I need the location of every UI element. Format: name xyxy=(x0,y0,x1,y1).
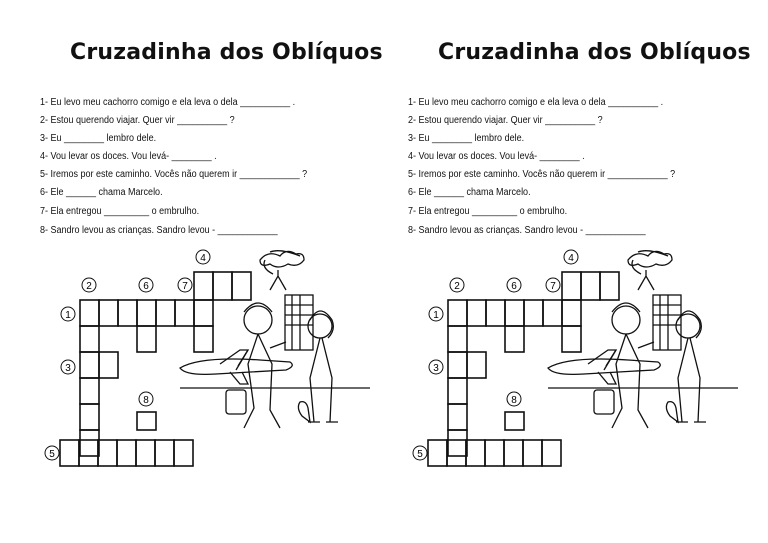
svg-text:3: 3 xyxy=(65,363,71,374)
clue-number-8 xyxy=(139,392,153,406)
airport-illustration xyxy=(548,251,738,428)
clue-number-6 xyxy=(507,278,521,292)
svg-text:5: 5 xyxy=(417,449,423,460)
question-1: 1- Eu levo meu cachorro comigo e ela leva o dela __________ . xyxy=(408,97,664,108)
svg-text:4: 4 xyxy=(200,253,206,264)
question-7: 7- Ela entregou _________ o embrulho. xyxy=(408,206,568,217)
clue-number-6 xyxy=(139,278,153,292)
svg-text:2: 2 xyxy=(86,281,92,292)
svg-text:1: 1 xyxy=(65,310,71,321)
clue-number-7 xyxy=(546,278,560,292)
svg-text:3: 3 xyxy=(433,363,439,374)
svg-text:2: 2 xyxy=(454,281,460,292)
question-4: 4- Vou levar os doces. Vou levá- ________ . xyxy=(408,151,585,162)
clue-number-4 xyxy=(564,250,578,264)
worksheet-left xyxy=(30,0,400,543)
question-8: 8- Sandro levou as crianças. Sandro levou - ____________ xyxy=(408,225,646,236)
clue-number-2 xyxy=(82,278,96,292)
question-4: 4- Vou levar os doces. Vou levá- ________ . xyxy=(40,151,217,162)
clue-number-1 xyxy=(429,307,443,321)
question-2: 2- Estou querendo viajar. Quer vir __________ ? xyxy=(408,115,603,126)
svg-text:7: 7 xyxy=(550,281,556,292)
crossword-grid xyxy=(398,240,768,480)
question-1: 1- Eu levo meu cachorro comigo e ela leva o dela __________ . xyxy=(40,97,296,108)
clue-number-7 xyxy=(178,278,192,292)
question-8: 8- Sandro levou as crianças. Sandro levou - ____________ xyxy=(40,225,278,236)
question-7: 7- Ela entregou _________ o embrulho. xyxy=(40,206,200,217)
svg-text:8: 8 xyxy=(511,395,517,406)
clue-number-2 xyxy=(450,278,464,292)
question-6: 6- Ele ______ chama Marcelo. xyxy=(408,187,531,198)
worksheet-title: Cruzadinha dos Oblíquos xyxy=(438,40,751,65)
svg-text:5: 5 xyxy=(49,449,55,460)
clue-number-5 xyxy=(413,446,427,460)
question-3: 3- Eu ________ lembro dele. xyxy=(408,133,525,144)
question-3: 3- Eu ________ lembro dele. xyxy=(40,133,157,144)
crossword-grid xyxy=(30,240,400,480)
svg-text:7: 7 xyxy=(182,281,188,292)
svg-text:1: 1 xyxy=(433,310,439,321)
svg-text:6: 6 xyxy=(143,281,149,292)
clue-number-1 xyxy=(61,307,75,321)
worksheet-right xyxy=(398,0,768,543)
clue-number-3 xyxy=(429,360,443,374)
clue-number-3 xyxy=(61,360,75,374)
question-2: 2- Estou querendo viajar. Quer vir __________ ? xyxy=(40,115,235,126)
airport-illustration xyxy=(180,251,370,428)
question-6: 6- Ele ______ chama Marcelo. xyxy=(40,187,163,198)
svg-text:4: 4 xyxy=(568,253,574,264)
clue-number-4 xyxy=(196,250,210,264)
worksheet-title: Cruzadinha dos Oblíquos xyxy=(70,40,383,65)
clue-number-8 xyxy=(507,392,521,406)
svg-text:6: 6 xyxy=(511,281,517,292)
question-5: 5- Iremos por este caminho. Vocês não querem ir ____________ ? xyxy=(408,169,676,180)
clue-number-5 xyxy=(45,446,59,460)
svg-text:8: 8 xyxy=(143,395,149,406)
question-5: 5- Iremos por este caminho. Vocês não querem ir ____________ ? xyxy=(40,169,308,180)
